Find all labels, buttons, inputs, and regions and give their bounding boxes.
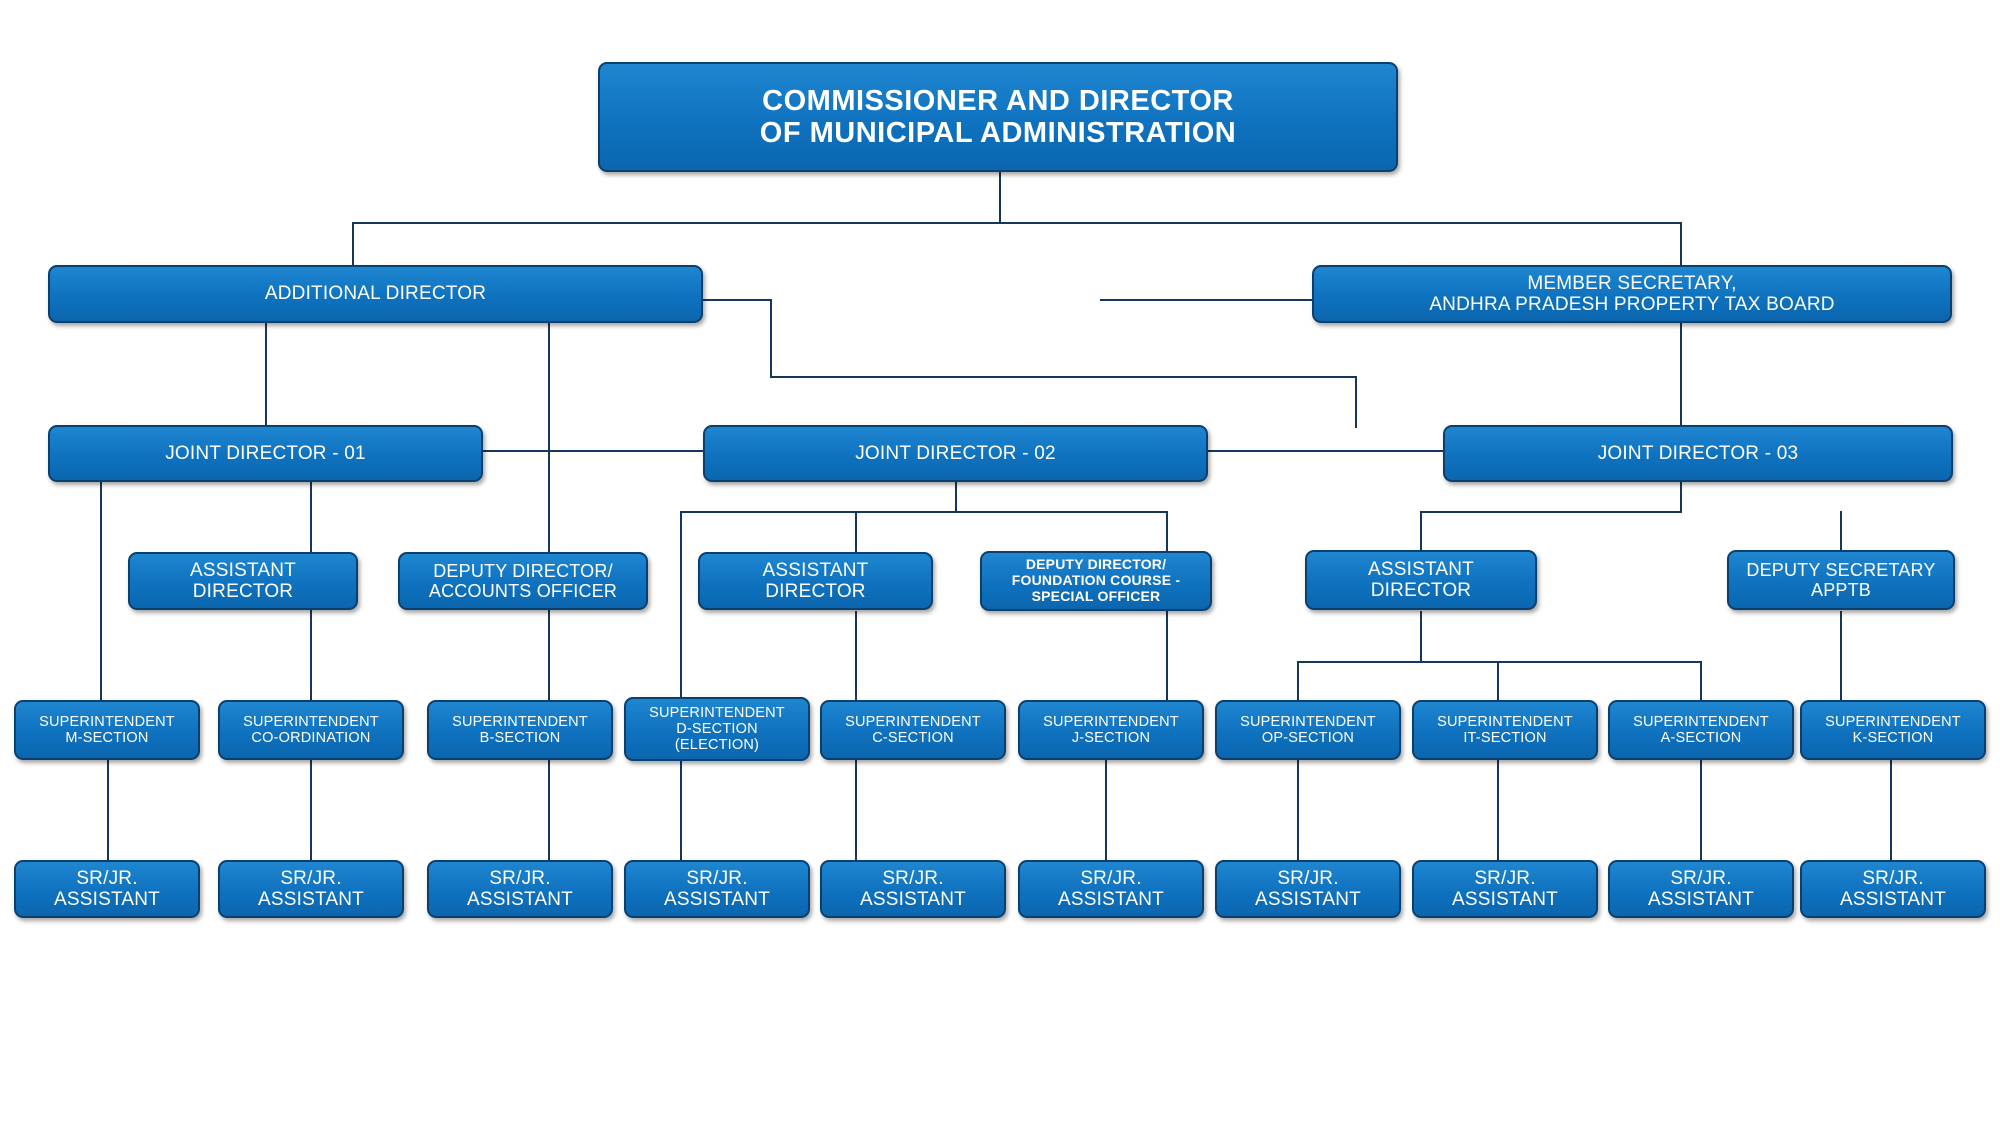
node-commissioner-director[interactable] [598, 62, 1398, 172]
node-superintendent-co-ordination[interactable] [218, 700, 404, 760]
connector-sup5-asst [855, 760, 857, 860]
node-assistant-director-2[interactable] [698, 552, 933, 610]
node-deputy-director-foundation-course[interactable] [980, 551, 1212, 611]
connector-jd2-mid-down [855, 611, 857, 701]
node-superintendent-k-section[interactable] [1800, 700, 1986, 760]
deputy-secretary-line2: APPTB [1810, 580, 1872, 600]
deputy-director-foundation-line1: DEPUTY DIRECTOR/ [1025, 556, 1167, 573]
connector-ad-stem [265, 322, 267, 428]
connector-sup4-asst [680, 760, 682, 860]
assistant-9-line2: ASSISTANT [1840, 889, 1946, 910]
superintendent-1-line2: CO-ORDINATION [251, 730, 371, 746]
node-superintendent-m-section[interactable] [14, 700, 200, 760]
root-title-line2: OF MUNICIPAL ADMINISTRATION [759, 117, 1237, 149]
node-superintendent-b-section[interactable] [427, 700, 613, 760]
assistant-3-line2: ASSISTANT [664, 889, 770, 910]
node-assistant-4[interactable] [820, 860, 1006, 918]
node-deputy-director-accounts-officer[interactable] [398, 552, 648, 610]
joint-director-01-label: JOINT DIRECTOR - 01 [165, 442, 366, 464]
node-assistant-6[interactable] [1215, 860, 1401, 918]
connector-root-bus [352, 222, 1682, 224]
assistant-8-line2: ASSISTANT [1648, 889, 1754, 910]
node-deputy-secretary-apptb[interactable] [1727, 550, 1955, 610]
assistant-4-line1: SR/JR. [882, 867, 944, 889]
connector-sup8-asst [1497, 760, 1499, 860]
superintendent-4-line2: C-SECTION [872, 730, 954, 746]
assistant-director-2-line2: DIRECTOR [765, 581, 866, 602]
node-additional-director[interactable] [48, 265, 703, 323]
superintendent-9-line1: SUPERINTENDENT [1825, 713, 1961, 730]
connector-jd2-bus [680, 511, 1167, 513]
connector-jd2-right-down [1166, 611, 1168, 701]
node-joint-director-01[interactable] [48, 425, 483, 482]
connector-jd3-bus [1420, 511, 1682, 513]
assistant-director-3-line2: DIRECTOR [1370, 580, 1472, 601]
assistant-director-2-line1: ASSISTANT [762, 559, 869, 581]
connector-ad-right-2 [770, 299, 772, 377]
superintendent-5-line2: J-SECTION [1071, 730, 1151, 746]
superintendent-6-line1: SUPERINTENDENT [1240, 713, 1376, 730]
deputy-secretary-line1: DEPUTY SECRETARY [1746, 559, 1936, 580]
assistant-2-line2: ASSISTANT [467, 889, 573, 910]
connector-jd2-jd3 [1208, 450, 1443, 452]
connector-depsec-down [1840, 611, 1842, 701]
joint-director-03-label: JOINT DIRECTOR - 03 [1597, 442, 1799, 464]
node-assistant-8[interactable] [1608, 860, 1794, 918]
connector-ms-left-1 [1100, 299, 1312, 301]
assistant-director-3-line1: ASSISTANT [1368, 558, 1474, 580]
connector-jd1-down [100, 481, 102, 701]
connector-sup2-asst [310, 760, 312, 860]
assistant-6-line1: SR/JR. [1277, 867, 1339, 889]
connector-sup9-asst [1700, 760, 1702, 860]
superintendent-7-line1: SUPERINTENDENT [1437, 713, 1573, 730]
connector-to-additional-director [352, 222, 354, 265]
assistant-director-1-line1: ASSISTANT [190, 559, 296, 581]
connector-sup7-asst [1297, 760, 1299, 860]
node-superintendent-op-section[interactable] [1215, 700, 1401, 760]
joint-director-02-label: JOINT DIRECTOR - 02 [855, 442, 1056, 464]
superintendent-8-line1: SUPERINTENDENT [1633, 713, 1769, 730]
node-assistant-5[interactable] [1018, 860, 1204, 918]
connector-ad-long-stem-2 [548, 760, 550, 860]
deputy-director-foundation-line3: SPECIAL OFFICER [1031, 587, 1161, 604]
deputy-director-accounts-line1: DEPUTY DIRECTOR/ [433, 560, 613, 581]
superintendent-2-line1: SUPERINTENDENT [452, 713, 588, 730]
connector-ad-right-3 [770, 376, 1356, 378]
connector-root-stem [999, 172, 1001, 222]
node-assistant-9[interactable] [1800, 860, 1986, 918]
assistant-5-line2: ASSISTANT [1058, 889, 1164, 910]
member-secretary-line1: MEMBER SECRETARY, [1527, 272, 1737, 294]
deputy-director-accounts-line2: ACCOUNTS OFFICER [428, 581, 618, 601]
connector-jd3-stem [1680, 481, 1682, 511]
assistant-3-line1: SR/JR. [686, 867, 748, 889]
node-assistant-3[interactable] [624, 860, 810, 918]
node-assistant-director-3[interactable] [1305, 550, 1537, 610]
superintendent-6-line2: OP-SECTION [1261, 730, 1355, 746]
superintendent-3-line3: (ELECTION) [674, 737, 760, 754]
node-superintendent-c-section[interactable] [820, 700, 1006, 760]
superintendent-9-line2: K-SECTION [1852, 730, 1934, 746]
assistant-7-line1: SR/JR. [1474, 867, 1536, 889]
node-assistant-director-1[interactable] [128, 552, 358, 610]
node-assistant-7[interactable] [1412, 860, 1598, 918]
connector-jd2-right [1166, 511, 1168, 556]
connector-jd2-mid [855, 511, 857, 556]
connector-asst3-c1 [1297, 661, 1299, 701]
superintendent-4-line1: SUPERINTENDENT [845, 713, 981, 730]
connector-sup1-asst [107, 760, 109, 860]
connector-asst3-stem [1420, 611, 1422, 661]
superintendent-1-line1: SUPERINTENDENT [243, 713, 379, 730]
node-superintendent-it-section[interactable] [1412, 700, 1598, 760]
superintendent-8-line2: A-SECTION [1660, 730, 1742, 746]
node-joint-director-03[interactable] [1443, 425, 1953, 482]
connector-jd1-jd2 [483, 450, 703, 452]
node-assistant-1[interactable] [218, 860, 404, 918]
assistant-8-line1: SR/JR. [1670, 867, 1732, 889]
superintendent-0-line1: SUPERINTENDENT [39, 713, 175, 730]
superintendent-5-line1: SUPERINTENDENT [1043, 713, 1179, 730]
connector-ad-right-4 [1355, 376, 1357, 428]
node-superintendent-j-section[interactable] [1018, 700, 1204, 760]
assistant-6-line2: ASSISTANT [1255, 889, 1361, 910]
connector-sup10-asst [1890, 760, 1892, 860]
connector-asst3-c2 [1497, 661, 1499, 701]
node-assistant-0[interactable] [14, 860, 200, 918]
assistant-5-line1: SR/JR. [1080, 867, 1142, 889]
node-joint-director-02[interactable] [703, 425, 1208, 482]
superintendent-3-line1: SUPERINTENDENT [649, 704, 785, 721]
assistant-7-line2: ASSISTANT [1452, 889, 1558, 910]
connector-ms-down [1680, 322, 1682, 428]
connector-jd2-stem [955, 481, 957, 511]
connector-asst1-down [310, 605, 312, 701]
connector-asst3-bus [1297, 661, 1701, 663]
connector-sup6-asst [1105, 760, 1107, 860]
assistant-2-line1: SR/JR. [489, 867, 551, 889]
assistant-1-line1: SR/JR. [280, 867, 342, 889]
connector-jd2-left [680, 511, 682, 701]
superintendent-0-line2: M-SECTION [65, 730, 149, 746]
root-title-line1: COMMISSIONER AND DIRECTOR [762, 84, 1234, 117]
superintendent-2-line2: B-SECTION [479, 730, 561, 746]
assistant-0-line2: ASSISTANT [54, 889, 160, 910]
assistant-9-line1: SR/JR. [1862, 867, 1924, 889]
connector-ad-right-1 [703, 299, 771, 301]
node-superintendent-d-section-election[interactable] [624, 697, 810, 761]
superintendent-7-line2: IT-SECTION [1463, 730, 1547, 746]
assistant-1-line2: ASSISTANT [258, 889, 364, 910]
superintendent-3-line2: D-SECTION [676, 720, 758, 737]
connector-ad-long-stem [548, 322, 550, 702]
node-superintendent-a-section[interactable] [1608, 700, 1794, 760]
connector-asst3-c3 [1700, 661, 1702, 701]
deputy-director-foundation-line2: FOUNDATION COURSE - [1011, 572, 1181, 589]
additional-director-label: ADDITIONAL DIRECTOR [264, 283, 487, 305]
member-secretary-line2: ANDHRA PRADESH PROPERTY TAX BOARD [1429, 294, 1835, 315]
assistant-director-1-line2: DIRECTOR [192, 581, 294, 602]
connector-to-member-secretary [1680, 222, 1682, 265]
assistant-4-line2: ASSISTANT [860, 889, 966, 910]
node-assistant-2[interactable] [427, 860, 613, 918]
node-member-secretary-apptb[interactable] [1312, 265, 1952, 323]
assistant-0-line1: SR/JR. [76, 867, 138, 889]
